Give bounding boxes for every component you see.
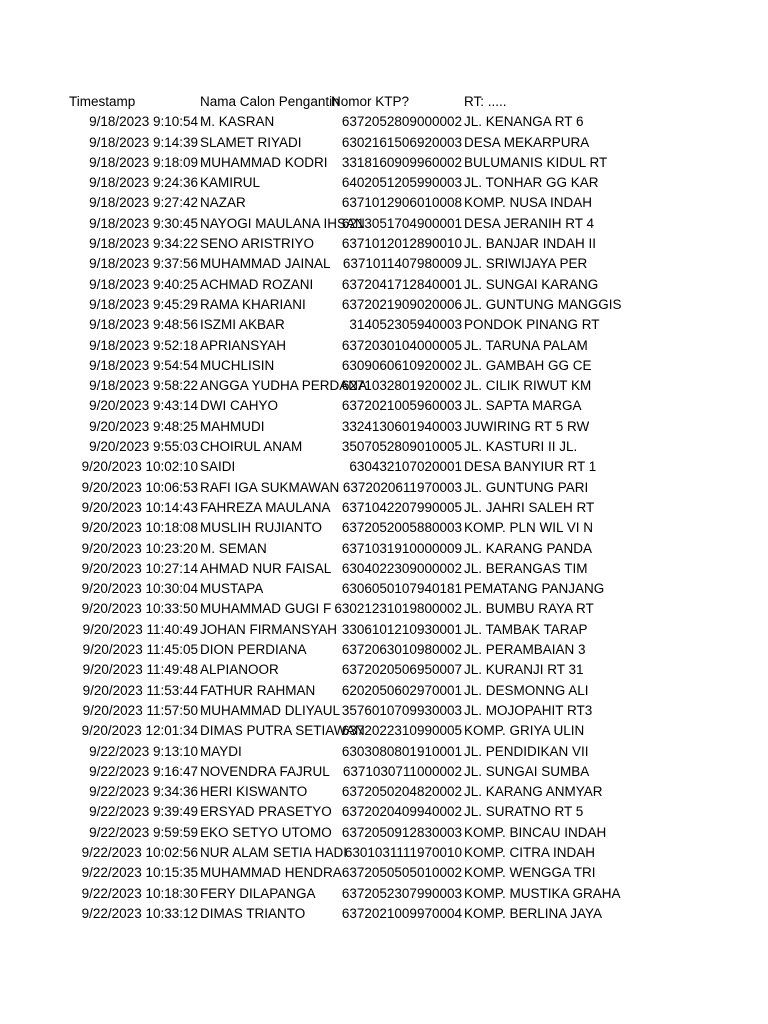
cell-timestamp[interactable]: 9/22/2023 9:59:59 (89, 824, 198, 840)
cell-ktp[interactable]: 6372022310990005 (341, 723, 462, 739)
cell-timestamp[interactable]: 9/20/2023 10:30:04 (81, 581, 198, 597)
cell-ktp[interactable]: 6372021005960003 (341, 398, 462, 414)
cell-timestamp[interactable]: 9/22/2023 10:18:30 (81, 885, 198, 901)
cell-rt[interactable]: KOMP. MUSTIKA GRAHA (464, 885, 621, 901)
cell-rt[interactable]: JL. KARANG PANDA (464, 540, 593, 556)
cell-rt[interactable]: KOMP. PLN WIL VI N (464, 520, 594, 536)
cell-ktp[interactable]: 3324130601940003 (341, 418, 462, 434)
cell-ktp[interactable]: 6372050912830003 (341, 824, 462, 840)
cell-nama[interactable]: SAIDI (200, 459, 236, 475)
cell-rt[interactable]: JL. GAMBAH GG CE (464, 357, 592, 373)
cell-ktp[interactable]: 6372041712840001 (341, 276, 462, 292)
cell-timestamp[interactable]: 9/18/2023 9:18:09 (89, 154, 198, 170)
header-rt[interactable]: RT: ..... (464, 94, 507, 109)
cell-ktp[interactable]: 6372052307990003 (341, 885, 462, 901)
cell-timestamp[interactable]: 9/20/2023 9:48:25 (89, 418, 198, 434)
cell-ktp[interactable]: 6371011407980009 (342, 256, 462, 272)
cell-ktp[interactable]: 314052305940003 (349, 317, 462, 333)
cell-rt[interactable]: JL. GUNTUNG PARI (464, 479, 589, 495)
cell-nama[interactable]: AHMAD NUR FAISAL (200, 560, 332, 576)
cell-ktp[interactable]: 6372020409940002 (341, 804, 462, 820)
cell-rt[interactable]: JL. JAHRI SALEH RT (464, 499, 595, 515)
cell-nama[interactable]: DION PERDIANA (200, 642, 307, 658)
cell-ktp[interactable]: 6372052809000002 (341, 114, 462, 130)
cell-rt[interactable]: JL. SUNGAI SUMBA (464, 763, 590, 779)
cell-rt[interactable]: JL. PERAMBAIAN 3 (464, 642, 586, 658)
cell-timestamp[interactable]: 9/18/2023 9:37:56 (89, 256, 198, 272)
cell-nama[interactable]: M. KASRAN (200, 114, 275, 130)
cell-nama[interactable]: NAYOGI MAULANA IHSAN (200, 215, 365, 231)
cell-rt[interactable]: KOMP. BINCAU INDAH (464, 824, 607, 840)
cell-nama[interactable]: ERSYAD PRASETYO (200, 804, 332, 820)
cell-nama[interactable]: MUHAMMAD JAINAL (200, 256, 331, 272)
cell-timestamp[interactable]: 9/20/2023 11:40:49 (82, 621, 198, 637)
cell-rt[interactable]: KOMP. WENGGA TRI (464, 865, 596, 881)
cell-rt[interactable]: JL. TONHAR GG KAR (464, 175, 599, 191)
cell-nama[interactable]: NAZAR (200, 195, 246, 211)
cell-rt[interactable]: JL. MOJOPAHIT RT3 (464, 702, 593, 718)
cell-nama[interactable]: APRIANSYAH (200, 337, 287, 353)
cell-ktp[interactable]: 3507052809010005 (341, 439, 462, 455)
cell-ktp[interactable]: 6213051704900001 (341, 215, 462, 231)
cell-ktp[interactable]: 6372050204820002 (341, 784, 462, 800)
cell-rt[interactable]: JL. KASTURI II JL. (464, 439, 578, 455)
cell-nama[interactable]: MUHAMMAD KODRI (200, 154, 328, 170)
cell-ktp[interactable]: 6304022309000002 (341, 560, 462, 576)
cell-rt[interactable]: JL. BUMBU RAYA RT (464, 601, 594, 617)
cell-nama[interactable]: HERI KISWANTO (200, 784, 308, 800)
cell-nama[interactable]: DIMAS TRIANTO (200, 905, 306, 921)
cell-nama[interactable]: FATHUR RAHMAN (200, 682, 316, 698)
cell-rt[interactable]: JL. CILIK RIWUT KM (464, 378, 592, 394)
cell-rt[interactable]: KOMP. BERLINA JAYA (464, 905, 603, 921)
cell-timestamp[interactable]: 9/20/2023 10:27:14 (81, 560, 198, 576)
cell-timestamp[interactable]: 9/18/2023 9:54:54 (89, 357, 198, 373)
cell-rt[interactable]: DESA JERANIH RT 4 (464, 215, 595, 231)
cell-rt[interactable]: JL. PENDIDIKAN VII (464, 743, 589, 759)
cell-timestamp[interactable]: 9/22/2023 9:13:10 (89, 743, 198, 759)
cell-timestamp[interactable]: 9/18/2023 9:24:36 (89, 175, 198, 191)
cell-nama[interactable]: MUHAMMAD HENDRA (200, 865, 342, 881)
cell-timestamp[interactable]: 9/20/2023 11:45:05 (82, 642, 198, 658)
cell-timestamp[interactable]: 9/20/2023 10:14:43 (81, 499, 198, 515)
cell-ktp[interactable]: 6309060610920002 (341, 357, 462, 373)
cell-ktp[interactable]: 6372063010980002 (341, 642, 462, 658)
cell-timestamp[interactable]: 9/20/2023 11:53:44 (82, 682, 198, 698)
cell-ktp[interactable]: 6402051205990003 (341, 175, 462, 191)
cell-rt[interactable]: JL. GUNTUNG MANGGIS (464, 296, 622, 312)
cell-ktp[interactable]: 3576010709930003 (341, 702, 462, 718)
cell-rt[interactable]: KOMP. NUSA INDAH (464, 195, 593, 211)
header-ktp[interactable]: Nomor KTP? (331, 94, 410, 109)
cell-timestamp[interactable]: 9/18/2023 9:52:18 (89, 337, 198, 353)
cell-nama[interactable]: SLAMET RIYADI (200, 134, 302, 150)
cell-nama[interactable]: DWI CAHYO (200, 398, 279, 414)
cell-nama[interactable]: MUSTAPA (200, 581, 264, 597)
cell-timestamp[interactable]: 9/20/2023 11:57:50 (82, 702, 198, 718)
cell-timestamp[interactable]: 9/22/2023 10:15:35 (81, 865, 198, 881)
cell-nama[interactable]: MUHAMMAD DLIYAUL (200, 702, 341, 718)
cell-rt[interactable]: JL. KARANG ANMYAR (464, 784, 603, 800)
cell-nama[interactable]: ANGGA YUDHA PERDANA (200, 378, 368, 394)
cell-nama[interactable]: JOHAN FIRMANSYAH (200, 621, 338, 637)
cell-timestamp[interactable]: 9/20/2023 10:02:10 (81, 459, 198, 475)
cell-ktp[interactable]: 6371042207990005 (341, 499, 462, 515)
cell-ktp[interactable]: 6271032801920002 (341, 378, 462, 394)
cell-rt[interactable]: JL. KURANJI RT 31 (464, 662, 584, 678)
cell-ktp[interactable]: 3306101210930001 (341, 621, 462, 637)
cell-nama[interactable]: KAMIRUL (200, 175, 261, 191)
cell-rt[interactable]: JUWIRING RT 5 RW (464, 418, 590, 434)
cell-nama[interactable]: ISZMI AKBAR (200, 317, 285, 333)
cell-nama[interactable]: MAYDI (200, 743, 242, 759)
cell-rt[interactable]: JL. KENANGA RT 6 (464, 114, 584, 130)
cell-rt[interactable]: DESA BANYIUR RT 1 (464, 459, 597, 475)
cell-rt[interactable]: JL. BERANGAS TIM (464, 560, 588, 576)
cell-timestamp[interactable]: 9/18/2023 9:40:25 (89, 276, 198, 292)
cell-ktp[interactable]: 6372021909020006 (341, 296, 462, 312)
cell-rt[interactable]: JL. SAPTA MARGA (464, 398, 582, 414)
cell-rt[interactable]: DESA MEKARPURA (464, 134, 590, 150)
cell-nama[interactable]: ACHMAD ROZANI (200, 276, 314, 292)
cell-nama[interactable]: RAMA KHARIANI (200, 296, 306, 312)
cell-nama[interactable]: CHOIRUL ANAM (200, 439, 303, 455)
cell-timestamp[interactable]: 9/20/2023 11:49:48 (82, 662, 198, 678)
cell-nama[interactable]: FAHREZA MAULANA (200, 499, 331, 515)
cell-nama[interactable]: MAHMUDI (200, 418, 265, 434)
cell-rt[interactable]: PEMATANG PANJANG (464, 581, 605, 597)
cell-ktp[interactable]: 6372020611970003 (342, 479, 462, 495)
cell-rt[interactable]: JL. TARUNA PALAM (464, 337, 588, 353)
cell-timestamp[interactable]: 9/22/2023 10:33:12 (81, 905, 198, 921)
cell-timestamp[interactable]: 9/22/2023 10:02:56 (81, 844, 198, 860)
cell-timestamp[interactable]: 9/18/2023 9:48:56 (89, 317, 198, 333)
cell-timestamp[interactable]: 9/20/2023 10:23:20 (81, 540, 198, 556)
cell-ktp[interactable]: 6372020506950007 (341, 662, 462, 678)
cell-ktp[interactable]: 6372050505010002 (341, 865, 462, 881)
cell-timestamp[interactable]: 9/18/2023 9:10:54 (89, 114, 198, 130)
cell-timestamp[interactable]: 9/20/2023 10:18:08 (81, 520, 198, 536)
cell-nama[interactable]: NUR ALAM SETIA HADI (200, 844, 348, 860)
cell-ktp[interactable]: 6301031111970010 (344, 844, 462, 860)
cell-rt[interactable]: PONDOK PINANG RT (464, 317, 600, 333)
cell-timestamp[interactable]: 9/20/2023 9:43:14 (89, 398, 198, 414)
cell-timestamp[interactable]: 9/20/2023 9:55:03 (89, 439, 198, 455)
cell-nama[interactable]: MUSLIH RUJIANTO (200, 520, 323, 536)
cell-timestamp[interactable]: 9/20/2023 10:33:50 (81, 601, 198, 617)
cell-timestamp[interactable]: 9/18/2023 9:45:29 (89, 296, 198, 312)
header-timestamp[interactable]: Timestamp (69, 94, 136, 109)
cell-timestamp[interactable]: 9/22/2023 9:34:36 (89, 784, 198, 800)
cell-ktp[interactable]: 6372052005880003 (341, 520, 462, 536)
cell-timestamp[interactable]: 9/18/2023 9:30:45 (89, 215, 198, 231)
cell-ktp[interactable]: 6202050602970001 (341, 682, 462, 698)
cell-rt[interactable]: KOMP. CITRA INDAH (464, 844, 596, 860)
cell-rt[interactable]: JL. SUNGAI KARANG (464, 276, 599, 292)
cell-nama[interactable]: RAFI IGA SUKMAWAN (200, 479, 340, 495)
cell-nama[interactable]: DIMAS PUTRA SETIAWAN (200, 723, 365, 739)
cell-timestamp[interactable]: 9/18/2023 9:14:39 (89, 134, 198, 150)
cell-rt[interactable]: JL. BANJAR INDAH II (464, 236, 597, 252)
cell-timestamp[interactable]: 9/18/2023 9:58:22 (89, 378, 198, 394)
cell-ktp[interactable]: 6372021009970004 (341, 905, 462, 921)
cell-rt[interactable]: JL. SURATNO RT 5 (464, 804, 584, 820)
cell-timestamp[interactable]: 9/20/2023 10:06:53 (81, 479, 198, 495)
cell-rt[interactable]: BULUMANIS KIDUL RT (464, 154, 608, 170)
cell-nama[interactable]: EKO SETYO UTOMO (200, 824, 332, 840)
cell-nama[interactable]: M. SEMAN (200, 540, 267, 556)
cell-ktp[interactable]: 3318160909960002 (341, 154, 462, 170)
cell-ktp[interactable]: 630432107020001 (349, 459, 462, 475)
cell-nama[interactable]: SENO ARISTRIYO (200, 236, 315, 252)
cell-rt[interactable]: JL. TAMBAK TARAP (464, 621, 588, 637)
cell-timestamp[interactable]: 9/18/2023 9:34:22 (89, 236, 198, 252)
cell-ktp[interactable]: 6371031910000009 (341, 540, 462, 556)
cell-rt[interactable]: KOMP. GRIYA ULIN (464, 723, 585, 739)
cell-timestamp[interactable]: 9/22/2023 9:16:47 (89, 763, 198, 779)
cell-nama[interactable]: ALPIANOOR (200, 662, 279, 678)
cell-timestamp[interactable]: 9/20/2023 12:01:34 (81, 723, 198, 739)
cell-ktp[interactable]: 6302161506920003 (341, 134, 462, 150)
cell-ktp[interactable]: 6306050107940181 (341, 581, 462, 597)
cell-ktp[interactable]: 6372030104000005 (341, 337, 462, 353)
cell-ktp[interactable]: 6303080801910001 (341, 743, 462, 759)
cell-timestamp[interactable]: 9/22/2023 9:39:49 (89, 804, 198, 820)
cell-ktp[interactable]: 63021231019800002 (334, 601, 462, 617)
header-nama[interactable]: Nama Calon Pengantin (200, 94, 340, 109)
cell-ktp[interactable]: 6371012012890010 (341, 236, 462, 252)
cell-ktp[interactable]: 6371012906010008 (341, 195, 462, 211)
cell-rt[interactable]: JL. DESMONNG ALI (464, 682, 589, 698)
cell-nama[interactable]: MUHAMMAD GUGI F (200, 601, 332, 617)
cell-nama[interactable]: FERY DILAPANGA (200, 885, 316, 901)
cell-nama[interactable]: NOVENDRA FAJRUL (200, 763, 330, 779)
cell-nama[interactable]: MUCHLISIN (200, 357, 275, 373)
cell-ktp[interactable]: 6371030711000002 (342, 763, 462, 779)
cell-timestamp[interactable]: 9/18/2023 9:27:42 (89, 195, 198, 211)
cell-rt[interactable]: JL. SRIWIJAYA PER (464, 256, 588, 272)
